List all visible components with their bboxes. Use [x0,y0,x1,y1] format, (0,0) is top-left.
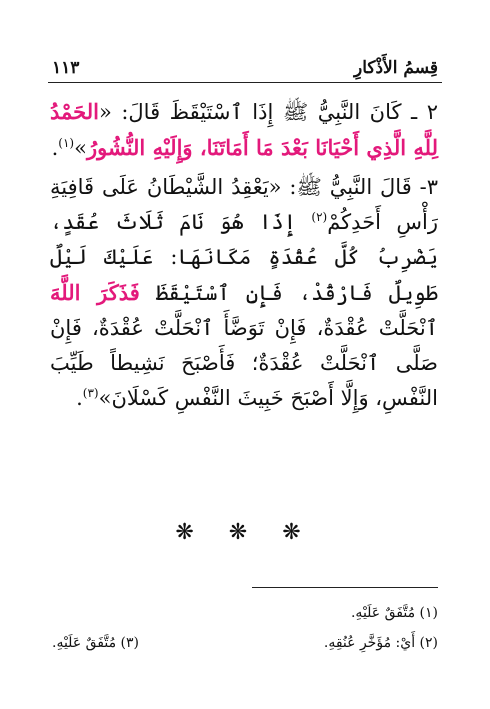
footnote-2: (٢) أَيْ: مُؤَخَّرِ عُنُقِهِ. [323,635,438,651]
footnote-1: (١) مُتَّفَقٌ عَلَيْهِ. [350,605,438,621]
body-text [50,94,438,416]
footnotes [52,598,438,658]
hadith-2-highlight: الحَمْدُ لِلَّهِ الَّذِي أَحْيَانَا بَعْدَ مَا أَمَاتَنَا، وَإِلَيْهِ النُّشُورُ [50,99,438,160]
footnote-divider [252,587,438,588]
page-number: ١١٣ [52,58,80,78]
hadith-3-highlight: فَذَكَرَ اللَّهَ [50,280,140,305]
section-separator: ❋ ❋ ❋ [175,520,315,545]
hadith-3-end: . [76,386,83,410]
hadith-3-part-2: إِذَا هُوَ نَامَ ثَلَاثَ عُقَدٍ، يَضْرِبُ كُلَّ عُقْدَةٍ مَكَانَهَا: عَلَيْكَ لَيْلٌ طَوِيلٌ فَارْقُدْ، فَإِنِ ٱسْتَيْقَظَ [50,210,438,305]
hadith-3-part-3: ٱنْحَلَّتْ عُقْدَةٌ، فَإِنْ تَوَضَّأَ ٱنْحَلَّتْ عُقْدَةٌ، فَإِنْ صَلَّى ٱنْحَلَّتْ عُقْدَةٌ؛ فَأَصْبَحَ نَشِيطاً طَيِّبَ النَّفْسِ، وَإِلَّا أَصْبَحَ خَبِيثَ النَّفْسِ كَسْلَانَ» [50,316,438,410]
hadith-2-paragraph [50,94,438,166]
section-title: قِسمُ الأَذْكارِ [354,58,438,78]
footnote-row-2 [52,628,438,658]
footnote-ref-1[interactable]: (١) [58,136,75,150]
hadith-3-paragraph [50,170,438,416]
footnote-row-1 [52,598,438,628]
footnote-ref-2[interactable]: (٢) [311,210,328,224]
footnote-3: (٣) مُتَّفَقٌ عَلَيْهِ. [52,635,140,651]
hadith-2-close-quote: » [74,136,87,160]
page-header [52,52,438,78]
header-divider [48,82,442,83]
hadith-2-intro: ٢ ـ كَانَ النَّبِيُّ ﷺ إِذَا ٱسْتَيْقَظَ قَالَ: « [98,100,438,124]
hadith-2-end: . [51,136,59,160]
hadith-3-part-1: ٣- قَالَ النَّبِيُّ ﷺ: «يَعْقِدُ الشَّيْطَانُ عَلَى قَافِيَةِ رَأْسِ أَحَدِكُمْ [50,175,438,234]
footnote-ref-3[interactable]: (٣) [82,386,99,400]
